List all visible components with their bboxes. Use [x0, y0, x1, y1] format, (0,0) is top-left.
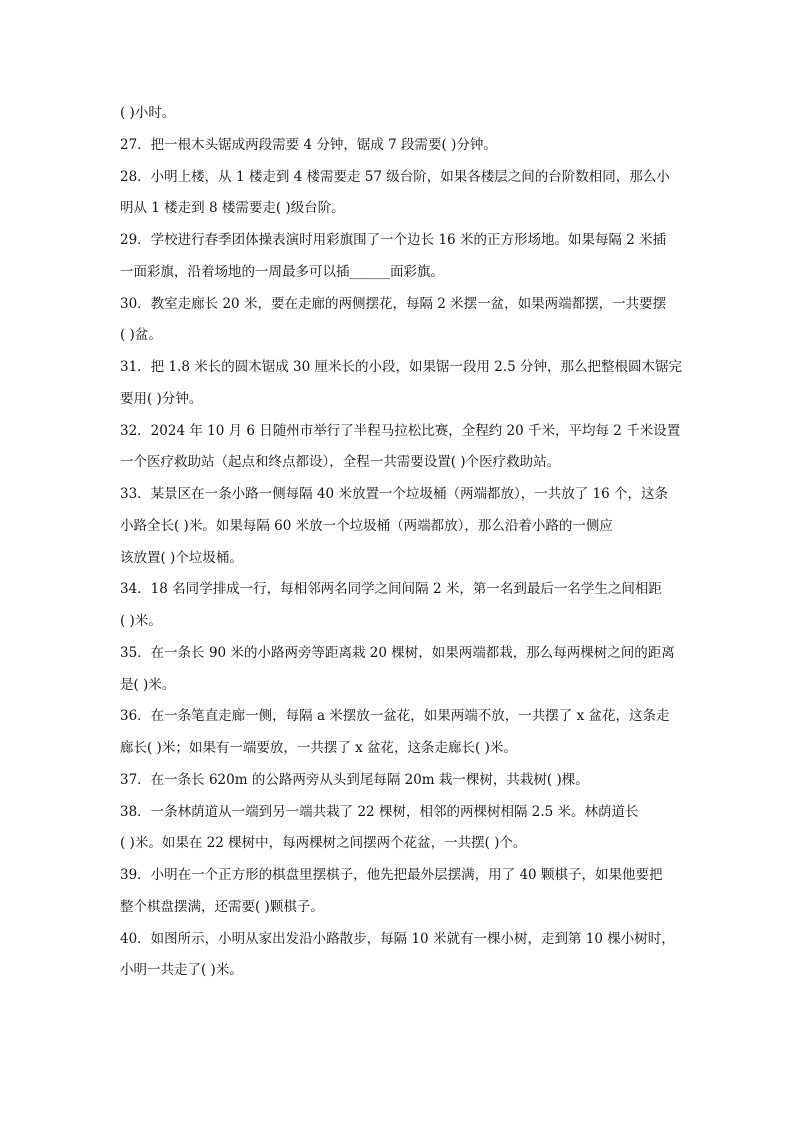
question-line: 34．18 名同学排成一行，每相邻两名同学之间间隔 2 米，第一名到最后一名学生之间相距	[120, 581, 662, 598]
question-line: 37．在一条长 620m 的公路两旁从头到尾每隔 20m 栽一棵树，共栽树( )棵。	[120, 771, 589, 788]
question-line: ( )盆。	[120, 327, 162, 344]
question-line: 一面彩旗，沿着场地的一周最多可以插______面彩旗。	[120, 263, 444, 280]
question-line: 该放置( )个垃圾桶。	[120, 549, 243, 566]
question-line: 32．2024 年 10 月 6 日随州市举行了半程马拉松比赛，全程约 20 千米，平均每 2 千米设置	[120, 422, 681, 439]
question-line: 40．如图所示，小明从家出发沿小路散步，每隔 10 米就有一棵小树，走到第 10 棵小树时，	[120, 930, 675, 947]
question-line: ( )小时。	[120, 105, 176, 121]
question-line: 廊长( )米；如果有一端要放，一共摆了 x 盆花，这条走廊长( )米。	[120, 740, 517, 756]
question-line: 33．某景区在一条小路一侧每隔 40 米放置一个垃圾桶（两端都放），一共放了 16 个，这条	[120, 486, 668, 502]
question-line: 39．小明在一个正方形的棋盘里摆棋子，他先把最外层摆满，用了 40 颗棋子，如果他要把	[120, 867, 663, 883]
question-line: 31．把 1.8 米长的圆木锯成 30 厘米长的小段，如果锯一段用 2.5 分钟，那么把整根圆木锯完	[120, 359, 683, 375]
question-line: 38．一条林荫道从一端到另一端共栽了 22 棵树，相邻的两棵树相隔 2.5 米。林荫道长	[120, 803, 639, 820]
question-line: 36．在一条笔直走廊一侧，每隔 a 米摆放一盆花，如果两端不放，一共摆了 x 盆花，这条走	[120, 708, 670, 725]
question-line: 明从 1 楼走到 8 楼需要走( )级台阶。	[120, 200, 345, 217]
question-line: ( )米。如果在 22 棵树中，每两棵树之间摆两个花盆，一共摆( )个。	[120, 835, 527, 852]
question-line: 30．教室走廊长 20 米，要在走廊的两侧摆花，每隔 2 米摆一盆，如果两端都摆，一共要摆	[120, 295, 667, 312]
question-line: 是( )米。	[120, 676, 176, 693]
question-line: 小明一共走了( )米。	[120, 962, 243, 979]
question-list	[120, 101, 690, 990]
question-line: 35．在一条长 90 米的小路两旁等距离栽 20 棵树，如果两端都栽，那么每两棵树之间的距离	[120, 644, 675, 661]
question-line: ( )米。	[120, 613, 162, 629]
question-line: 27．把一根木头锯成两段需要 4 分钟，锯成 7 段需要( )分钟。	[120, 136, 497, 153]
question-line: 29．学校进行春季团体操表演时用彩旗围了一个边长 16 米的正方形场地。如果每隔 2 米插	[120, 232, 667, 248]
question-line: 一个医疗救助站（起点和终点都设），全程一共需要设置( )个医疗救助站。	[120, 454, 561, 471]
question-line: 整个棋盘摆满，还需要( )颗棋子。	[120, 898, 324, 915]
question-line: 28．小明上楼，从 1 楼走到 4 楼需要走 57 级台阶，如果各楼层之间的台阶数相同，那么小	[120, 168, 670, 185]
question-line: 要用( )分钟。	[120, 390, 203, 407]
question-line: 小路全长( )米。如果每隔 60 米放一个垃圾桶（两端都放），那么沿着小路的一侧应	[120, 517, 613, 534]
